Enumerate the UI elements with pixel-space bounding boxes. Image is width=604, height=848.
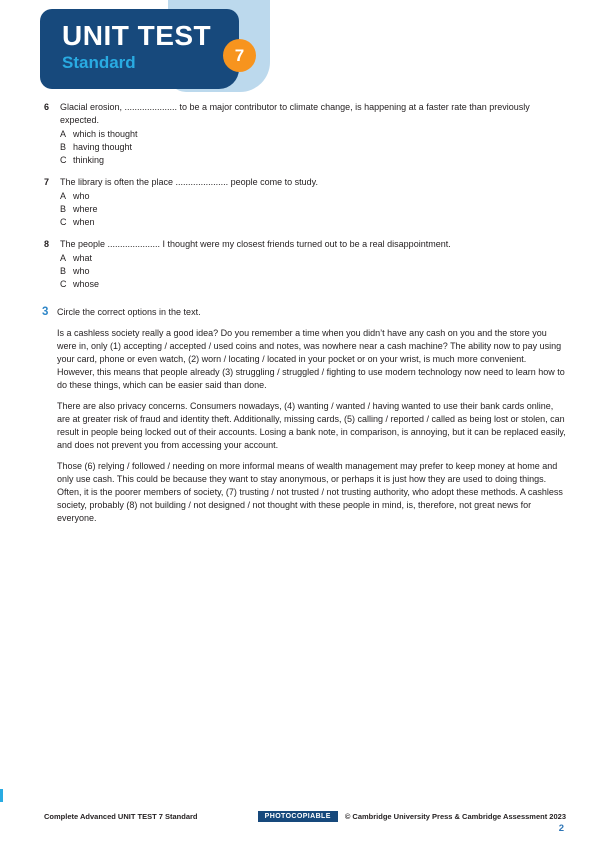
option-letter: B: [60, 266, 67, 276]
option-letter: C: [60, 155, 67, 165]
answer-option: [60, 216, 566, 229]
exercise-instruction: Circle the correct options in the text.: [57, 307, 201, 317]
page-edge-mark: [0, 789, 3, 802]
option-text: thinking: [73, 155, 105, 165]
option-text: what: [73, 253, 93, 263]
text-paragraph: Is a cashless society really a good idea? Do you remember a time when you didn’t have any cash on you and the store you were in, only (1) accepting / accepted / used coins and notes, was nowhere near a cash machine? The ability now to pay using your card, phone or even watch, (2) worn / locating / located in your pocket or on your wrist, is much more convenient. However, this means that people already (3) struggling / struggled / fighting to use modern technology now need to learn how to do these things, which can be easier said than done.: [57, 328, 565, 390]
option-text: when: [73, 217, 95, 227]
option-letter: C: [60, 279, 67, 289]
footer-document-title: Complete Advanced UNIT TEST 7 Standard: [44, 812, 198, 821]
question-body: [60, 238, 566, 291]
question-6: [44, 101, 566, 167]
answer-option: [60, 203, 566, 216]
unit-test-level: Standard: [62, 53, 136, 72]
unit-number: 7: [234, 45, 245, 65]
unit-number-badge: [223, 39, 256, 72]
option-letter: B: [60, 204, 67, 214]
photocopiable-badge: PHOTOCOPIABLE: [258, 811, 338, 822]
question-number: 7: [44, 177, 50, 187]
option-text: where: [73, 204, 98, 214]
option-letter: A: [60, 253, 67, 263]
question-text: Glacial erosion, ..................... to be a major contributor to climate change, is happening at a faster rate than previously expected.: [60, 102, 530, 125]
exercise-3: [44, 306, 566, 525]
answer-option: [60, 190, 566, 203]
header-title-box: [40, 9, 239, 89]
option-letter: A: [60, 191, 67, 201]
exercise-header: [42, 306, 566, 319]
question-text: The people ..................... I thought were my closest friends turned out to be a real disappointment.: [60, 239, 451, 249]
answer-option: [60, 154, 566, 167]
option-letter: A: [60, 129, 67, 139]
question-number: 6: [44, 102, 50, 112]
option-letter: B: [60, 142, 67, 152]
option-text: having thought: [73, 142, 133, 152]
text-paragraph: There are also privacy concerns. Consumers nowadays, (4) wanting / wanted / having wanted to use their bank cards online, are at greater risk of fraud and identity theft. Additionally, missing cards, (5) calling / reported / called as being lost or stolen, can result in people being locked out of their accounts. Losing a bank note, in comparison, is annoying, but it can be replaced easily, and does not prevent you from accessing your account.: [57, 401, 566, 450]
answer-option: [60, 278, 566, 291]
page-body: [44, 101, 566, 525]
answer-option: [60, 141, 566, 154]
answer-option: [60, 265, 566, 278]
question-text: The library is often the place ..................... people come to study.: [60, 177, 318, 187]
question-8: [44, 238, 566, 291]
unit-test-title: UNIT TEST: [62, 20, 212, 51]
option-text: which is thought: [73, 129, 138, 139]
option-text: who: [73, 191, 90, 201]
page-footer: [44, 811, 566, 822]
footer-copyright: © Cambridge University Press & Cambridge Assessment 2023: [344, 812, 566, 821]
answer-option: [60, 128, 566, 141]
option-letter: C: [60, 217, 67, 227]
question-7: [44, 176, 566, 229]
text-paragraph: Those (6) relying / followed / needing on more informal means of wealth management may prefer to keep money at home and only use cash. This could be because they want to stay anonymous, or perhaps it is just how they are used to doing things. Often, it is the poorer members of society, (7) trusting / not trusted / not trusting authority, who adopt these methods. A cashless society, probably (8) not building / not designed / not thought with these people in mind, is, therefore, not great news for everyone.: [57, 461, 563, 523]
exercise-number: 3: [42, 306, 49, 318]
question-body: [60, 101, 566, 167]
page-number: 2: [558, 823, 564, 834]
option-text: whose: [73, 279, 100, 289]
question-number: 8: [44, 239, 50, 249]
question-body: [60, 176, 566, 229]
option-text: who: [73, 266, 90, 276]
answer-option: [60, 252, 566, 265]
